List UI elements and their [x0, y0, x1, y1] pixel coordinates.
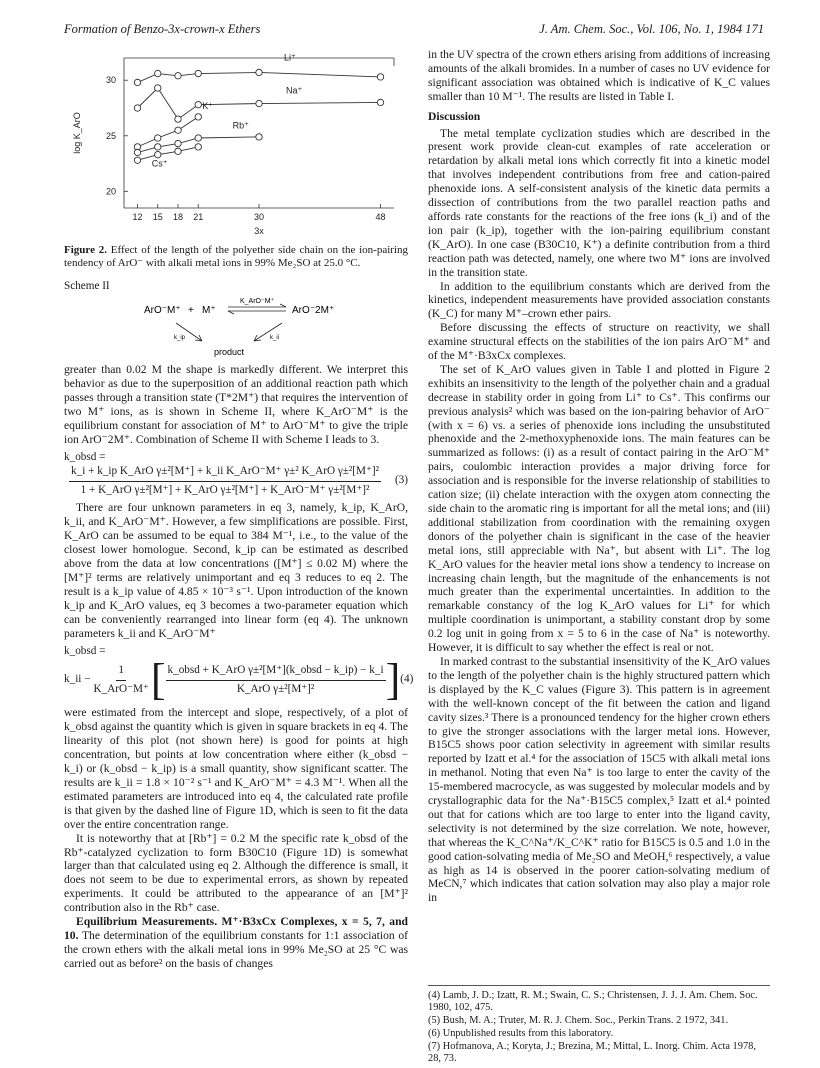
data-point	[134, 79, 140, 85]
reference-6: (6) Unpublished results from this laboratory.	[428, 1028, 614, 1039]
equation-4	[64, 644, 414, 705]
x-tick-label: 18	[172, 212, 184, 222]
data-point	[155, 135, 161, 141]
left-paragraph-1: greater than 0.02 M the shape is markedly different. We interpret this behavior as due to the superposition of an additional reaction path which passes through a transition state (T*2M⁺) that requires the intervention of two M⁺ ions, as is shown in Scheme II, where K_ArO⁻M⁺ is the equilibrium constant for association of M⁺ to ArO⁻M⁺ to give the triple ion ArO⁻2M⁺. Combination of Scheme II with Scheme I leads to 3.	[64, 363, 408, 446]
x-tick-label: 30	[253, 212, 265, 222]
equation-3	[64, 451, 408, 498]
scheme-reactant-1: ArO⁻M⁺	[144, 305, 181, 317]
figure-2-caption-label: Figure 2.	[64, 243, 107, 256]
equation-3-denominator: 1 + K_ArO γ±²[M⁺] + K_ArO γ±²[M⁺] + K_ArO⁻M⁺ γ±²[M⁺]²	[80, 483, 370, 496]
data-point	[195, 70, 201, 76]
data-point	[175, 140, 181, 146]
scheme-k-ip: k_ip	[174, 335, 186, 342]
reference-7: (7) Hofmanova, A.; Koryta, J.; Brezina, M.; Mittal, L. Inorg. Chim. Acta 1978, 28, 73.	[428, 1041, 756, 1064]
data-point	[256, 100, 262, 106]
equation-4-inner-numerator: k_obsd + K_ArO γ±²[M⁺](k_obsd − k_ip) − k_i	[166, 664, 386, 681]
data-point	[377, 74, 383, 80]
scheme-reactant-2: M⁺	[202, 305, 216, 317]
data-point	[195, 101, 201, 107]
figure-2-caption	[64, 244, 408, 270]
x-tick-label: 12	[132, 212, 143, 222]
right-paragraph-3: In addition to the equilibrium constants which are derived from the kinetics, independent measurements have provided association constants (K_C) for many M⁺–crown ether pairs.	[428, 279, 770, 321]
reference-5: (5) Bush, M. A.; Truter, M. R. J. Chem. Soc., Perkin Trans. 2 1972, 341.	[428, 1015, 729, 1026]
y-tick-label: 25	[105, 130, 116, 141]
reference-4: (4) Lamb, J. D.; Izatt, R. M.; Swain, C. S.; Christensen, J. J. J. Am. Chem. Soc. 1980, 102, 475.	[428, 990, 758, 1013]
scheme-reverse-arrowhead	[228, 311, 234, 314]
figure-2-caption-text: Effect of the length of the polyether side chain on the ion-pairing tendency of ArO⁻ with alkali metal ions in 99% Me₂SO at 25.0 °C.	[64, 243, 409, 269]
left-column	[64, 48, 414, 971]
data-point	[175, 73, 181, 79]
left-paragraph-5	[64, 915, 408, 971]
equation-4-inner-denominator: K_ArO γ±²[M⁺]²	[236, 682, 315, 695]
data-point	[134, 157, 140, 163]
data-point	[155, 70, 161, 76]
y-axis-label: log K_ArO	[72, 112, 82, 154]
scheme-product: product	[214, 347, 245, 358]
equilibrium-measurements-heading: Equilibrium Measurements. M⁺·B3xCx Complexes, x = 5, 7, and 10.	[64, 915, 408, 942]
data-point	[134, 105, 140, 111]
left-paragraph-5-text: The determination of the equilibrium constants for 1:1 association of the crown ethers with the alkali metal ions in 99% Me₂SO at 25 °C was carried out as before² on the basis of changes	[64, 928, 408, 970]
x-tick-label: 15	[152, 212, 163, 222]
scheme-plus: +	[188, 305, 194, 317]
series-label-0: Li⁺	[284, 52, 296, 63]
right-paragraph-5: The set of K_ArO values given in Table I and plotted in Figure 2 exhibits an insensitivity to the length of the polyether chain and a gradual decrease in stability order in going from Li⁺ to Cs⁺. This confirms our previous analysis² which was based on the ion-pairing behavior of ArO⁻ (with x = 6) vs. a series of phenoxide ions including the unsubstituted phenoxide and the 2-methoxyphenoxide ions. The main features can be summarized as follows: (i) as a result of contact pairing in the ArO⁻M⁺ pairs, coulombic interaction provides a major driving force for association and is responsible for the inverse relationship of stabilities to cation size; (ii) chelate interaction with the oxygen atom connecting the side chain to the aromatic ring is important for all the metal ions; and (iii) additional stabilization from coordination with the remaining oxygen donors of the polyether chain is significant in the case of the heavier metal ions, still appreciable with Na⁺, but absent with Li⁺. The log K_ArO values for the heavier metal ions show a tendency to increase on increasing chain length, but the magnitude of the enhancements is not much greater than the experimental uncertainties. In addition to the remarkable constancy of the log K_ArO values for Li⁺ for which multiple coordination is unimportant, a stability constant drop by some 0.2 log unit in going from x = 5 to 6 in the case of Na⁺ is noteworthy. However, it is difficult to say whether the effect is real or not.	[428, 362, 770, 655]
y-tick-label: 20	[105, 186, 116, 197]
data-point	[175, 116, 181, 122]
equation-4-outer-numerator: 1	[116, 664, 126, 681]
scheme-product-ion: ArO⁻2M⁺	[292, 305, 335, 317]
equation-3-lhs: k_obsd =	[64, 450, 106, 463]
data-point	[175, 148, 181, 154]
data-point	[134, 149, 140, 155]
series-label-1: Na⁺	[286, 85, 303, 96]
data-point	[256, 69, 262, 75]
data-point	[155, 151, 161, 157]
series-label-4: Cs⁺	[151, 158, 168, 169]
equation-3-numerator: k_i + k_ip K_ArO γ±²[M⁺] + k_ii K_ArO⁻M⁺ γ±² K_ArO γ±²[M⁺]²	[69, 465, 381, 482]
running-header-left: Formation of Benzo-3x-crown-x Ethers	[64, 22, 261, 36]
x-tick-label: 48	[375, 212, 386, 222]
equation-4-left-bracket: [	[150, 655, 166, 705]
series-label-2: K⁺	[202, 100, 214, 111]
equation-3-number: (3)	[394, 474, 408, 487]
scheme-k-ii: k_ii	[270, 335, 280, 342]
scheme-arrow-label: K_ArO⁻M⁺	[240, 298, 275, 306]
data-point	[155, 144, 161, 150]
equation-4-pre: k_ii −	[64, 673, 91, 686]
data-point	[195, 135, 201, 141]
footnote-references	[428, 985, 770, 1066]
series-line-4	[138, 147, 199, 160]
right-column	[428, 48, 770, 905]
data-point	[195, 114, 201, 120]
y-tick-label: 30	[105, 75, 116, 86]
x-tick-label: 21	[193, 212, 204, 222]
data-point	[195, 144, 201, 150]
series-line-2	[138, 117, 199, 147]
figure-2-chart	[64, 48, 408, 238]
equation-4-outer-denominator: K_ArO⁻M⁺	[93, 682, 149, 695]
scheme-forward-arrowhead	[280, 304, 286, 307]
scheme-2-label: Scheme II	[64, 279, 110, 292]
running-header-right: J. Am. Chem. Soc., Vol. 106, No. 1, 1984 171	[539, 22, 764, 36]
right-paragraph-6: In marked contrast to the substantial insensitivity of the K_ArO values to the length of the polyether chain is the highly structured pattern which is displayed by the K_C values (Figure 3). This pattern is in agreement with the well-known concept of the fit between the cation and ligand cavity sizes.³ There is a pronounced tendency for the higher crown ethers to give the stronger associations with the larger metal ions. However, B15C5 shows poor cation selectivity in agreement with similar results reported by Izatt et al.⁴ for the association of 15C5 with alkali metal ions in methanol. Noting that even Na⁺ is too large to enter the cavity of the 15-membered macrocycle, as was suggested by molecular models and by crystallographic data for the Na⁺·B15C5 complex,⁵ Izatt et al.⁴ pointed out that for cations which are too large to enter into the ligand cavity, selectivity is not determined by the size correlation. We note, however, that whereas the K_C^Na⁺/K_C^K⁺ ratio for B15C5 is 0.5 and 1.0 in the good cation-solvating media of Me₂SO and MeOH,⁶ respectively, a value as high as 14 is observed in the poorer cation-solvating medium of MeCN,⁷ which indicates that cation solvation may also play a major role in	[428, 654, 770, 905]
right-paragraph-4: Before discussing the effects of structure on reactivity, we shall examine structural effects on the stabilities of the ion pairs ArO⁻M⁺ and of the M⁺·B3xCx complexes.	[428, 321, 770, 363]
left-paragraph-4: It is noteworthy that at [Rb⁺] = 0.2 M the specific rate k_obsd of the Rb⁺-catalyzed cyclization to form B30C10 (Figure 1D) is somewhat larger than that calculated using eq 2. Although the difference is small, it does not seem to be due to experimental errors, as shown by repeated experiments. It could be attributed to the appearance of an [M⁺]² contribution also in the Rb⁺ case.	[64, 831, 408, 915]
discussion-heading: Discussion	[428, 109, 481, 123]
right-paragraph-1: in the UV spectra of the crown ethers arising from additions of increasing amounts of the alkali bromides. In a number of cases no UV evidence for significant association was obtained which is indicative of K_C values smaller than 10 M⁻¹. The results are listed in Table I.	[428, 48, 770, 103]
data-point	[155, 85, 161, 91]
right-paragraph-2: The metal template cyclization studies which are described in the present work provide clean-cut examples of rate acceleration or retardation by alkali metal ions which correctly fit into a kinetic model that involves independent contributions from free and cation-paired phenoxide ions. A self-consistent analysis of the kinetic data permits a dissection of contributions from the two parallel reaction paths and affords rate constants for the reactions of the free ions (k_i) and of the ion pair (k_ip), together with the ion-pairing equilibrium constant (K_ArO). In one case (B30C10, K⁺) a definite contribution from a third reaction path was detected, namely, one where two M⁺ ions are involved in the transition state.	[428, 126, 770, 279]
equation-4-number: (4)	[400, 673, 414, 686]
equation-4-right-bracket: ]	[385, 655, 401, 705]
data-point	[377, 99, 383, 105]
scheme-2-diagram	[64, 297, 408, 359]
x-axis-label: 3x	[254, 226, 264, 236]
data-point	[256, 134, 262, 140]
equation-4-lhs: k_obsd =	[64, 644, 106, 657]
data-point	[175, 127, 181, 133]
series-label-3: Rb⁺	[232, 120, 249, 131]
left-paragraph-2: There are four unknown parameters in eq 3, namely, k_ip, K_ArO, k_ii, and K_ArO⁻M⁺. However, a few simplifications are possible. First, K_ArO can be assumed to be equal to 384 M⁻¹, i.e., to the value of the closest lower homologue. Second, k_ip can be estimated as described above from the data at low concentrations ([M⁺] ≤ 0.02 M) where the [M⁺]² terms are relatively unimportant and eq 3 reduces to eq 2. The result is a k_ip value of 4.85 × 10⁻³ s⁻¹. Upon introduction of the known k_ip and K_ArO values, eq 3 becomes a two-parameter equation which can be conveniently rearranged into linear form (eq 4). The unknown parameters k_ii and K_ArO⁻M⁺	[64, 501, 408, 640]
left-paragraph-3: were estimated from the intercept and slope, respectively, of a plot of k_obsd against the quantity which is given in square brackets in eq 4. The linearity of this plot (not shown here) is good for points at high concentration, but points at low concentration where either (k_obsd − k_i) or (k_obsd − k_ip) is a small quantity, show significant scatter. The results are k_ii = 1.8 × 10⁻² s⁻¹ and K_ArO⁻M⁺ = 4.3 M⁻¹. When all the estimated parameters are introduced into eq 4, the calculated rate profile is that given by the dashed line of Figure 1D, which is seen to fit the data over the entire concentration range.	[64, 706, 408, 831]
